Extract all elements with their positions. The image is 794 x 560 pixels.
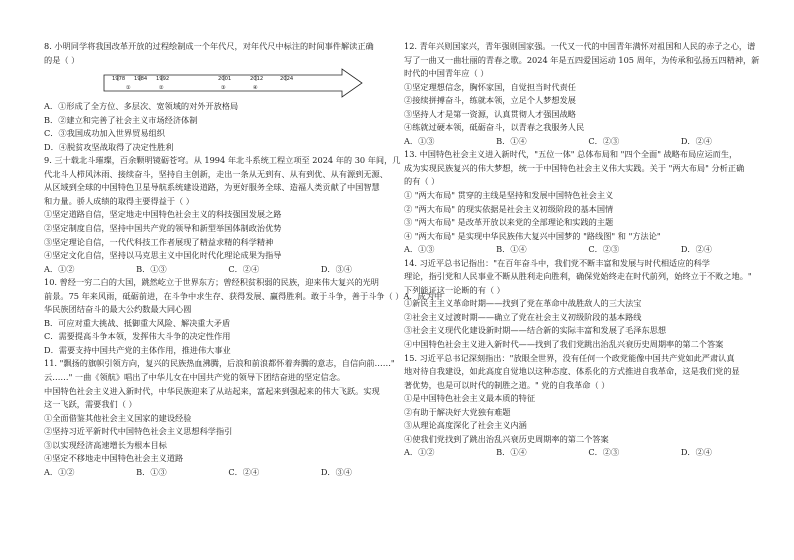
choice-c: C．②④ (228, 263, 260, 274)
choice-d: D．②④ (680, 447, 712, 458)
choice-a: A．①③ (404, 135, 435, 146)
question-text: 从区域到全球的中国特色卫星导航系统建设道路，为更好服务全球、造福人类贡献了中国智慧 (44, 182, 380, 193)
choice-d: D．③④ (320, 263, 352, 274)
option: C．需要提高斗争本领，发挥伟大斗争的决定性作用 (44, 331, 231, 342)
timeline-marker: ① (126, 85, 131, 92)
option: C．③我国成功加入世界贸易组织 (44, 128, 165, 139)
right-column (404, 40, 760, 460)
timeline-marker: ④ (253, 85, 258, 92)
question-14 (404, 257, 752, 352)
question-text: 15. 习近平总书记深刻指出："放眼全世界，没有任何一个政党能像中国共产党如此严肃认真 (404, 352, 735, 363)
question-text: 写了一曲又一曲壮丽的青春之歌。2024 年是五四爱国运动 105 周年，为传承和弘扬五四精神，新 (404, 54, 760, 65)
question-text: 著优势，也是可以时代的制胜之道。" 党的自我革命（ ） (404, 379, 610, 390)
statement: ③社会主义现代化建设新时期——结合新的实际丰富和发展了毛泽东思想 (404, 325, 667, 336)
timeline-arrow (104, 69, 366, 97)
choice-d: D．③④ (320, 466, 352, 477)
timeline-year: 2001 (218, 76, 232, 83)
statement: ③从理论高度深化了社会主义内涵 (404, 420, 527, 431)
choice-a: A．①③ (404, 244, 435, 255)
question-text: 14. 习近平总书记指出："在百年奋斗中，我们党不断丰富和发展与时代相适应的科学 (404, 257, 710, 268)
option: B．可应对重大挑战、抵御重大风险、解决重大矛盾 (44, 317, 231, 328)
question-text: 成为实现民族复兴的伟大梦想，统一于中国特色社会主义伟大实践。关于 "两大布局" 分析正确 (404, 162, 745, 173)
timeline-marker: ③ (221, 85, 226, 92)
choice-c: C．②③ (588, 244, 620, 255)
choice-a: A．①② (44, 466, 75, 477)
option: A．①形成了全方位、多层次、宽领域的对外开放格局 (44, 101, 239, 112)
question-text: 这一飞跃，需要我们（ ） (44, 399, 137, 410)
statement: ①全面借鉴其他社会主义国家的建设经验 (44, 412, 192, 423)
choice-d: D．②④ (680, 244, 712, 255)
statement: ①新民主主义革命时期——找到了党在革命中战胜敌人的三大法宝 (404, 298, 642, 309)
answer-choices (44, 263, 392, 277)
question-13 (404, 148, 752, 256)
question-11 (44, 357, 395, 479)
question-text: 地对待自我建设，如此高度自觉地以这种态度、体系化的方式推进自我革命，这是我们党的显 (404, 366, 740, 377)
timeline-year: 2024 (280, 76, 294, 83)
choice-c: C．②③ (588, 447, 620, 458)
statement: ④坚定不移地走中国特色社会主义道路 (44, 453, 184, 464)
question-text: 时代的中国青年应（ ） (404, 68, 489, 79)
question-text: 10. 曾经一穷二白的大国，跳然屹立于世界东方；曾经积贫积弱的民族，迎来伟大复兴的光明 (44, 277, 379, 288)
answer-choices (404, 446, 752, 460)
timeline-year: 2012 (250, 76, 264, 83)
choice-b: B．①④ (496, 135, 527, 146)
statement: ③坚持人才是第一资源，认真贯彻人才强国战略 (404, 108, 576, 119)
statement: ④中国特色社会主义进入新时代——找到了我们党跳出治乱兴衰历史周期率的第二个答案 (404, 339, 724, 350)
question-text: 11. "飘扬的旗帜引领方向，复兴的民族热血沸腾，后浪和前浪都怀着奔腾的意志，自信向前……" (44, 358, 395, 369)
question-text: 13. 中国特色社会主义进入新时代，"五位一体" 总体布局和 "四个全面" 战略布局应运而生， (404, 149, 738, 160)
question-text: 和力量。骄人成绩的取得主要得益于（ ） (44, 195, 194, 206)
choice-a: A．①② (404, 447, 435, 458)
question-9 (44, 154, 401, 276)
timeline-marker: ② (159, 85, 164, 92)
statement: ③ "两大布局" 是改革开放以来党的全部理论和实践的主题 (404, 217, 614, 228)
answer-choices (44, 466, 392, 480)
question-text: 中国特色社会主义进入新时代，中华民族迎来了从站起来，富起来到强起来的伟大飞跃。实现 (44, 385, 380, 396)
statement: ②社会主义过渡时期——确立了党在社会主义初级阶段的基本路线 (404, 311, 642, 322)
question-text: 前景。75 年来风雨，砥砺前进，在斗争中求生存、获得发展、赢得胜利。敢于斗争，善于斗争（ ）A．成为中 (44, 290, 443, 301)
choice-a: A．①② (44, 263, 75, 274)
statement: ①是中国特色社会主义最本质的特征 (404, 393, 536, 404)
choice-d: D．②④ (680, 135, 712, 146)
choice-b: B．①③ (136, 466, 167, 477)
question-8 (44, 40, 392, 154)
question-12 (404, 40, 760, 148)
question-text: 8. 小明同学将我国改革开放的过程绘制成一个年代尺，对年代尺中标注的时间事件解读正确 (44, 41, 374, 51)
question-text: 下列能证这一论断的有（ ） (404, 284, 505, 295)
question-text: 的有（ ） (404, 176, 440, 187)
statement: ②坚定制度自信，坚持中国共产党的领导和新型举国体制政治优势 (44, 223, 282, 234)
choice-c: C．②③ (588, 135, 620, 146)
statement: ③以实现经济高速增长为根本目标 (44, 439, 167, 450)
choice-b: B．①④ (496, 447, 527, 458)
question-text: 云……" 一曲《领航》唱出了中华儿女在中国共产党的领导下团结奋进的坚定信念。 (44, 372, 346, 383)
choice-c: C．②④ (228, 466, 260, 477)
question-15 (404, 352, 752, 460)
statement: ① "两大布局" 贯穿的主线是坚持和发展中国特色社会主义 (404, 190, 614, 201)
question-10 (44, 276, 443, 357)
statement: ②坚持习近平新时代中国特色社会主义思想科学指引 (44, 426, 233, 437)
timeline-figure (44, 69, 392, 97)
answer-choices (404, 135, 752, 149)
choice-b: B．①③ (136, 263, 167, 274)
option: D．需要支持中国共产党的主体作用，推进伟大事业 (44, 344, 231, 355)
statement: ②有助于解决好大党独有难题 (404, 406, 511, 417)
question-text: 9. 三十载北斗璀璨，百余颗明镜砺苍穹。从 1994 年北斗系统工程立项至 2024 年的 30 年间，几 (44, 155, 401, 166)
statement: ④练就过硬本领，砥砺奋斗，以青春之我服务人民 (404, 122, 585, 133)
statement: ①坚定道路自信，坚定地走中国特色社会主义的科技强国发展之路 (44, 209, 282, 220)
option: B．②建立和完善了社会主义市场经济体制 (44, 114, 198, 125)
statement: ②接续拼搏奋斗，练就本领，立足个人梦想发展 (404, 95, 576, 106)
question-text: 12. 青年兴则国家兴，青年强则国家强。一代又一代的中国青年满怀对祖国和人民的赤子之心，谱 (404, 41, 756, 51)
statement: ② "两大布局" 的现实依据是社会主义初级阶段的基本国情 (404, 203, 614, 214)
statement: ④ "两大布局" 是实现中华民族伟大复兴中国梦的 "路线图" 和 "方法论" (404, 230, 661, 241)
choice-b: B．①④ (496, 244, 527, 255)
timeline-year: 1984 (134, 76, 148, 83)
question-text: 华民族团结奋斗的最大公约数最大同心圆 (44, 304, 192, 315)
timeline-year: 1992 (156, 76, 170, 83)
question-text: 理论，指引党和人民事业不断从胜利走向胜利，确保党始终走在时代前列，始终立于不败之地。" (404, 271, 752, 282)
question-text: 的是（ ） (44, 54, 80, 65)
statement: ①坚定理想信念，胸怀家国，自觉担当时代责任 (404, 81, 576, 92)
question-text: 代北斗人栉风沐雨、接续奋斗，坚持自主创新，走出一条从无到有、从有到优、从有源到无源、 (44, 168, 388, 179)
answer-choices (404, 243, 752, 257)
option: D．④脱贫攻坚战取得了决定性胜利 (44, 141, 174, 152)
statement: ④使我们党找到了跳出治乱兴衰历史周期率的第二个答案 (404, 433, 609, 444)
timeline-year: 1978 (112, 76, 126, 83)
statement: ④坚定文化自信，坚持以马克思主义中国化时代化理论成果为指导 (44, 250, 282, 261)
statement: ③坚定理论自信，一代代科技工作者展现了精益求精的科学精神 (44, 236, 274, 247)
